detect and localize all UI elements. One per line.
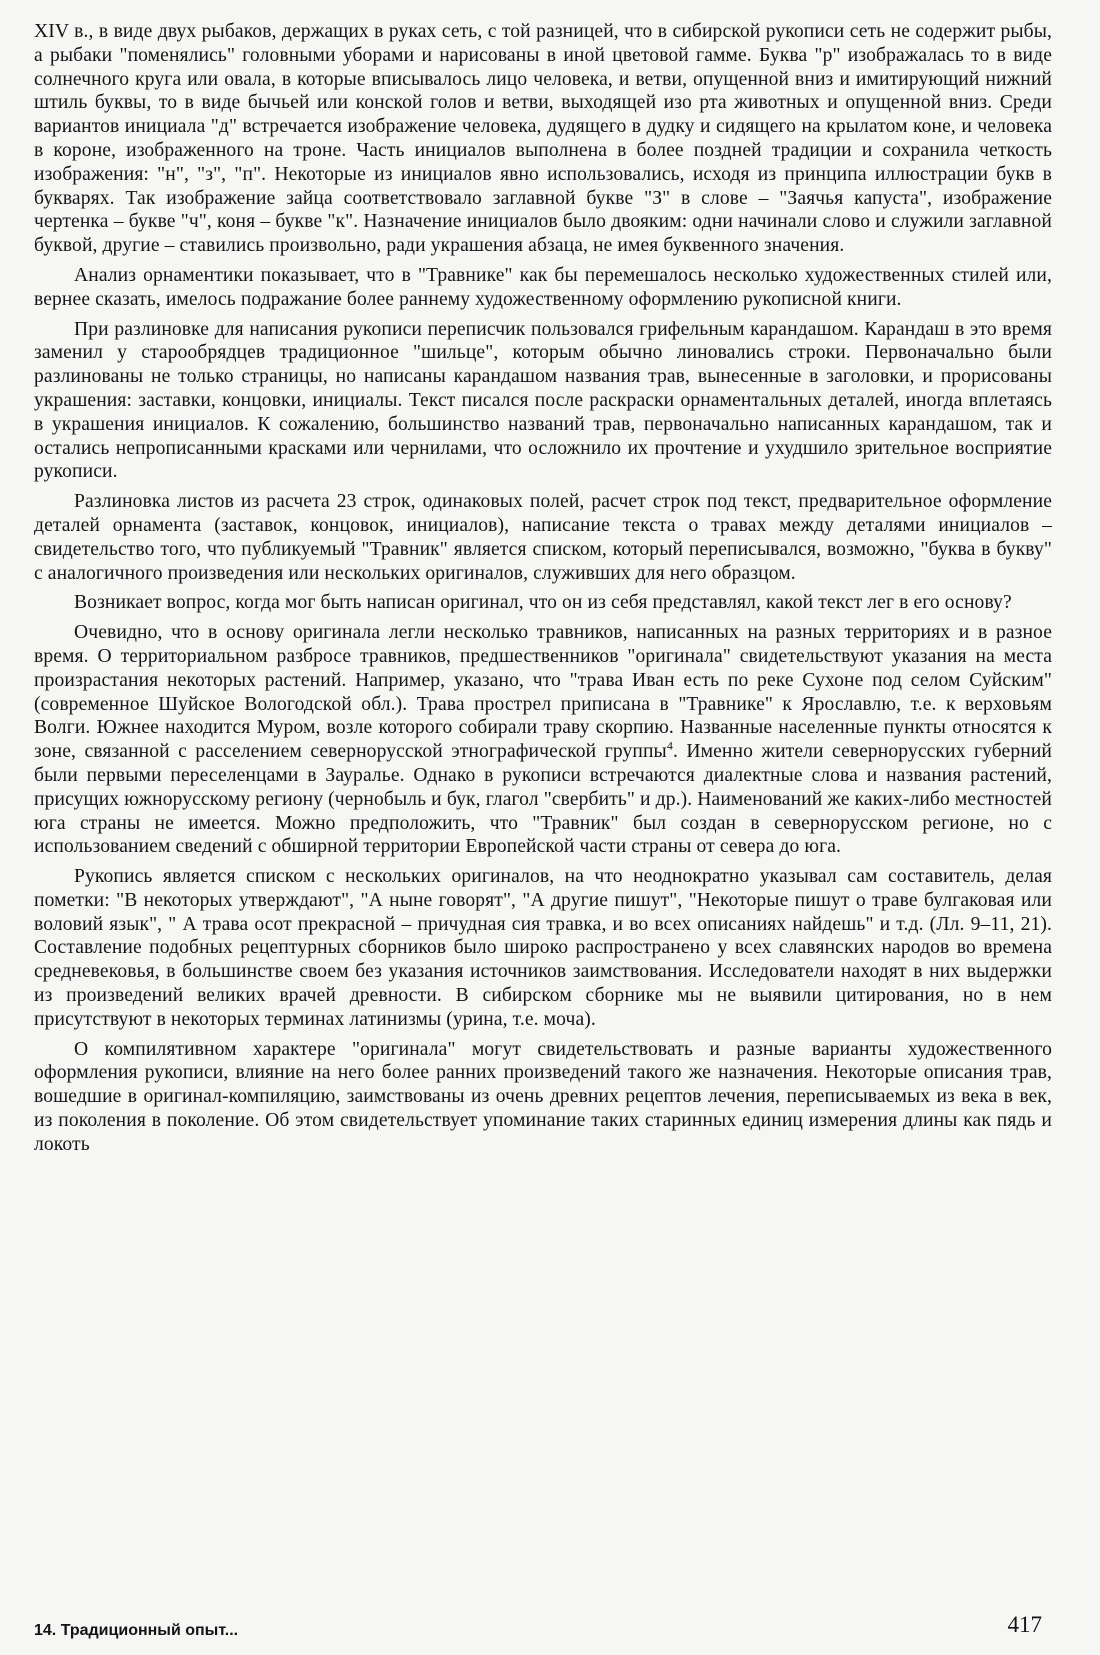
paragraph-7: Рукопись является списком с нескольких оригиналов, на что неоднократно указывал сам составитель, делая пометки: "В некоторых утверждают", "А ныне говорят", "А другие пишут", "Некоторые пишут о траве булгаковая или воловий язык", " А трава осот прекрасной – причудная сия травка, и во всех описаниях найдешь" и т.д. (Лл. 9–11, 21). Составление подобных рецептурных сборников было широко распространено у всех славянских народов во времена средневековья, в большинстве своем без указания источников заимствования. Исследователи находят в них выдержки из произведений великих врачей древности. В сибирском сборнике мы не выявили цитирования, но в нем присутствуют в некоторых терминах латинизмы (урина, т.е. моча). — [34, 866, 1052, 1030]
paragraph-2: Анализ орнаментики показывает, что в "Травнике" как бы перемешалось несколько художественных стилей или, вернее сказать, имелось подражание более раннему художественному оформлению рукописной книги. — [34, 264, 1052, 310]
paragraph-3: При разлиновке для написания рукописи переписчик пользовался грифельным карандашом. Карандаш в это время заменил у старообрядцев традиционное "шильце", которым обычно линовались строки. Первоначально были разлинованы не только страницы, но написаны карандашом названия трав, вынесенные в заголовки, и прорисованы украшения: заставки, концовки, инициалы. Текст писался после раскраски орнаментальных деталей, иногда вплетаясь в украшения инициалов. К сожалению, большинство названий трав, первоначально написанных карандашом, так и остались непрописанными красками или чернилами, что осложнило их прочтение и ухудшило зрительное восприятие рукописи. — [34, 318, 1052, 483]
paragraph-8: О компилятивном характере "оригинала" могут свидетельствовать и разные варианты художественного оформления рукописи, влияние на него более ранних произведений такого же назначения. Некоторые описания трав, вошедшие в оригинал-компиляцию, заимствованы из очень древних рецептов лечения, переписываемых из века в век, из поколения в поколение. Об этом свидетельствует упоминание таких старинных единиц измерения длины как пядь и локоть — [34, 1038, 1052, 1155]
paragraph-6-text-a: Очевидно, что в основу оригинала легли несколько травников, написанных на разных территориях и в разное время. О территориальном разбросе травников, предшественников "оригинала" свидетельствуют указания на места произрастания некоторых растений. Например, указано, что "трава Иван есть по реке Сухоне под селом Суйским" (современное Шуйское Вологодской обл.). Трава прострел приписана в "Травнике" к Ярославлю, т.е. к верховьям Волги. Южнее находится Муром, возле которого собирали траву скорпию. Названные населенные пункты относятся к зоне, связанной с расселением севернорусской этнографической группы — [34, 622, 1052, 763]
paragraph-4: Разлиновка листов из расчета 23 строк, одинаковых полей, расчет строк под текст, предварительное оформление деталей орнамента (заставок, концовок, инициалов), написание текста о травах между деталями инициалов – свидетельство того, что публикуемый "Травник" является списком, который переписывался, возможно, "буква в букву" с аналогичного произведения или нескольких оригиналов, служивших для него образцом. — [34, 491, 1052, 584]
body-text — [34, 20, 1052, 1163]
footnote-reference: 4 — [666, 738, 673, 753]
paragraph-1: XIV в., в виде двух рыбаков, держащих в руках сеть, с той разницей, что в сибирской рукописи сеть не содержит рыбы, а рыбаки "поменялись" головными уборами и нарисованы в иной цветовой гамме. Буква "р" изображалась то в виде солнечного круга или овала, в которые вписывалось лицо человека, и ветви, опущенной вниз и имитирующий нижний штиль буквы, то в виде бычьей или конской голов и ветви, выходящей изо рта животных и опущенной вниз. Среди вариантов инициала "д" встречается изображение человека, дудящего в дудку и сидящего на крылатом коне, и человека в короне, изображенного на троне. Часть инициалов выполнена в более поздней традиции и сохранила четкость изображения: "н", "з", "п". Некоторые из инициалов явно использовались, исходя из принципа иллюстрации букв в букварях. Так изображение зайца соответствовало заглавной букве "З" в слове – "Заячья капуста", изображение чертенка – букве "ч", коня – букве "к". Назначение инициалов было двояким: одни начинали слово и служили заглавной буквой, другие – ставились произвольно, ради украшения абзаца, не имея буквенного значения. — [34, 21, 1052, 257]
page-number: 417 — [1007, 1612, 1042, 1637]
paragraph-6 — [34, 621, 1052, 859]
printer-signature: 14. Традиционный опыт... — [34, 1622, 239, 1639]
page-footer — [34, 1612, 1052, 1642]
paragraph-5: Возникает вопрос, когда мог быть написан оригинал, что он из себя представлял, какой текст лег в его основу? — [74, 592, 1012, 614]
paragraph-6-text-b: . Именно жители севернорусских губерний были первыми переселенцами в Зауралье. Однако в рукописи встречаются диалектные слова и названия растений, присущих южнорусскому региону (чернобыль и бук, глагол "свербить" и др.). Наименований же каких-либо местностей юга страны не имеется. Можно предположить, что "Травник" был создан в севернорусском регионе, но с использованием сведений с обширной территории Европейской части страны от севера до юга. — [34, 741, 1052, 858]
